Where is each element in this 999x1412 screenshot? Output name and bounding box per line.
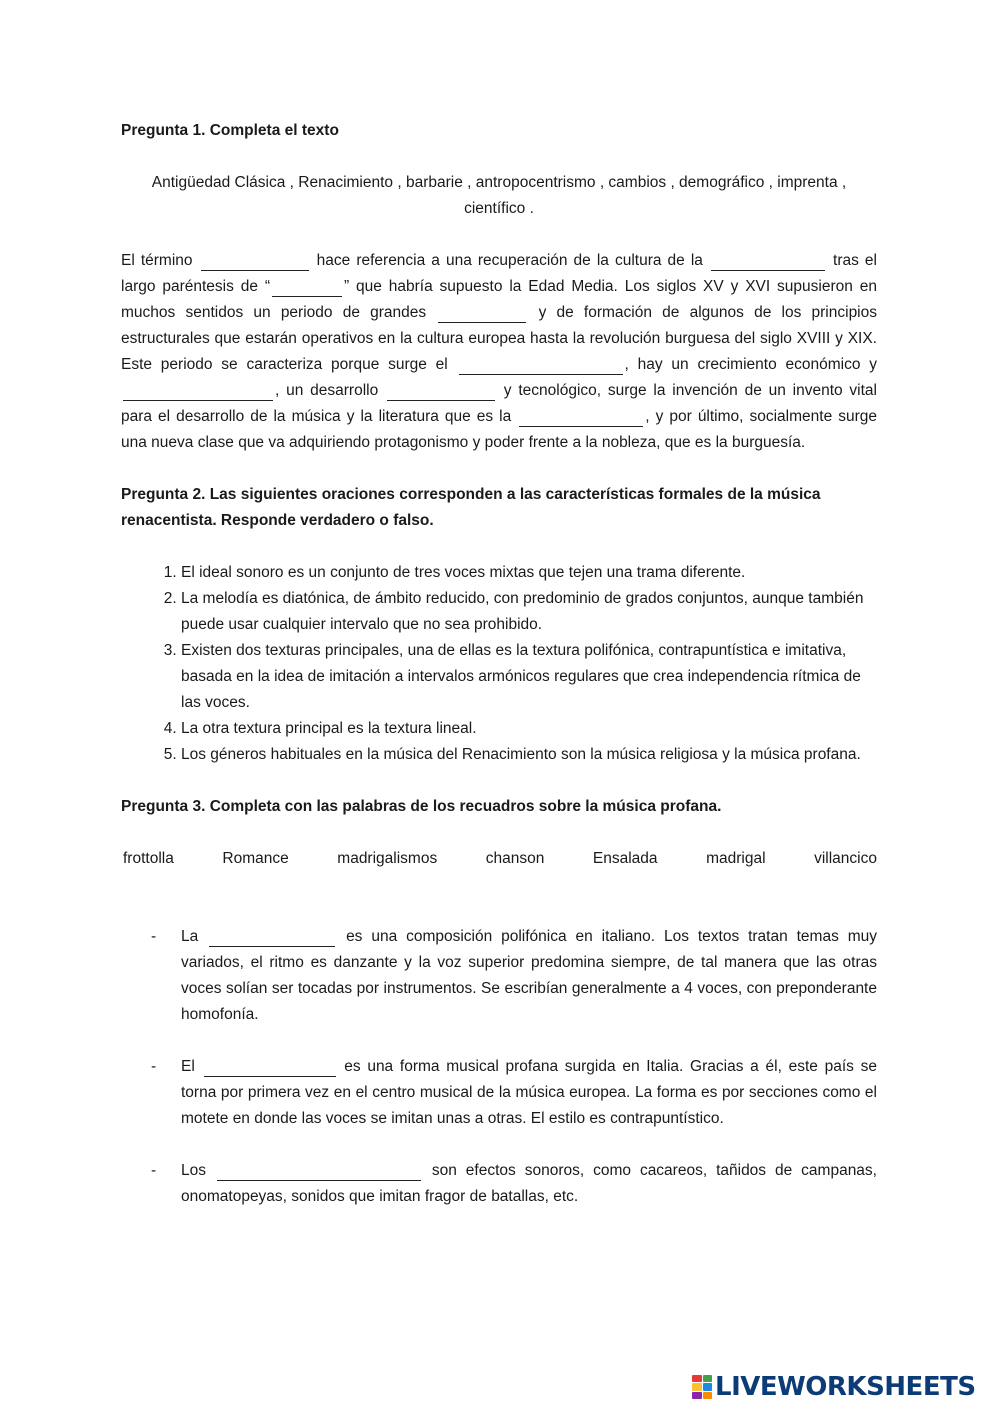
word-option: madrigal (706, 850, 766, 867)
text-segment: ” que habría supuesto la Edad Media. Los siglos XV y XVI supusieron en muchos sentidos un periodo de grandes (121, 278, 877, 321)
statement-5: 5. Los géneros habituales en la música del Renacimiento son la música religiosa y la música profana. (181, 742, 877, 768)
blank-8[interactable] (519, 409, 643, 427)
dash-marker: - (151, 1162, 157, 1179)
fill-item-1 (121, 924, 877, 1028)
blank-4[interactable] (438, 305, 526, 323)
question-1-text (121, 248, 877, 456)
text-segment: son efectos sonoros, como cacareos, tañidos de campanas, onomatopeyas, sonidos que imitan fragor de batallas, etc. (181, 1162, 877, 1205)
question-1-word-bank: Antigüedad Clásica , Renacimiento , barbarie , antropocentrismo , cambios , demográfico , imprenta , científico . (151, 174, 847, 217)
question-2-title: Pregunta 2. Las siguientes oraciones corresponden a las características formales de la música renacentista. Responde verdadero o falso. (121, 486, 821, 529)
text-segment: tras el largo paréntesis de “ (121, 252, 877, 295)
question-3-word-bank (121, 846, 877, 872)
word-option: chanson (485, 850, 545, 867)
question-3-items (121, 924, 877, 1210)
text-segment: Los (181, 1162, 206, 1179)
logo-text: LIVEWORKSHEETS (715, 1372, 976, 1402)
blank-q3-2[interactable] (204, 1059, 336, 1077)
word-option: Romance (222, 850, 289, 867)
statement-3: 3. Existen dos texturas principales, una de ellas es la textura polifónica, contrapuntística e imitativa, basada en la idea de imitación a intervalos armónicos regulares que crea independencia rítmica de las voces. (181, 638, 877, 716)
dash-marker: - (151, 928, 157, 945)
statement-4: 4. La otra textura principal es la textura lineal. (181, 716, 877, 742)
question-2-statements (121, 560, 877, 768)
blank-3[interactable] (272, 279, 342, 297)
text-segment: es una forma musical profana surgida en Italia. Gracias a él, este país se torna por primera vez en el centro musical de la música europea. La forma es por secciones como el motete en donde las voces se imitan unas a otras. El estilo es contrapuntístico. (181, 1058, 877, 1127)
blank-1[interactable] (201, 253, 309, 271)
text-segment: y de formación de algunos de los principios estructurales que estarán operativos en la cultura europea hasta la revolución burguesa del siglo XVIII y XIX. Este periodo se caracteriza porque surge el (121, 304, 877, 373)
question-3-title: Pregunta 3. Completa con las palabras de los recuadros sobre la música profana. (121, 798, 722, 815)
worksheet (121, 118, 877, 1236)
blank-q3-3[interactable] (217, 1163, 421, 1181)
blank-5[interactable] (459, 357, 623, 375)
statement-2: 2. La melodía es diatónica, de ámbito reducido, con predominio de grados conjuntos, aunque también puede usar cualquier intervalo que no sea prohibido. (181, 586, 877, 638)
word-option: Ensalada (592, 850, 658, 867)
statement-1: 1. El ideal sonoro es un conjunto de tres voces mixtas que tejen una trama diferente. (181, 560, 877, 586)
blank-2[interactable] (711, 253, 825, 271)
fill-item-2 (121, 1054, 877, 1132)
word-option: frottolla (123, 850, 174, 867)
liveworksheets-logo (692, 1374, 976, 1400)
question-1-title: Pregunta 1. Completa el texto (121, 122, 339, 139)
text-segment: La (181, 928, 199, 945)
text-segment: , hay un crecimiento económico y (624, 356, 877, 373)
text-segment: hace referencia a una recuperación de la cultura de la (316, 252, 703, 269)
logo-badge-icon (692, 1375, 712, 1399)
text-segment: es una composición polifónica en italiano. Los textos tratan temas muy variados, el ritmo es danzante y la voz superior predomina siempre, de tal manera que las otras voces solían ser tocadas por instrumentos. Se escribían generalmente a 4 voces, con preponderante homofonía. (181, 928, 878, 1023)
fill-item-3 (121, 1158, 877, 1210)
text-segment: El término (121, 252, 193, 269)
blank-q3-1[interactable] (209, 929, 335, 947)
text-segment: El (181, 1058, 195, 1075)
word-option: villancico (814, 850, 877, 867)
blank-7[interactable] (387, 383, 495, 401)
blank-6[interactable] (123, 383, 273, 401)
dash-marker: - (151, 1058, 157, 1075)
text-segment: , un desarrollo (275, 382, 379, 399)
text-segment: y tecnológico, surge la invención de un invento vital para el desarrollo de la música y la literatura que es la (121, 382, 877, 425)
word-option: madrigalismos (337, 850, 438, 867)
text-segment: , y por último, socialmente surge una nueva clase que va adquiriendo protagonismo y poder frente a la nobleza, que es la burguesía. (121, 408, 877, 451)
